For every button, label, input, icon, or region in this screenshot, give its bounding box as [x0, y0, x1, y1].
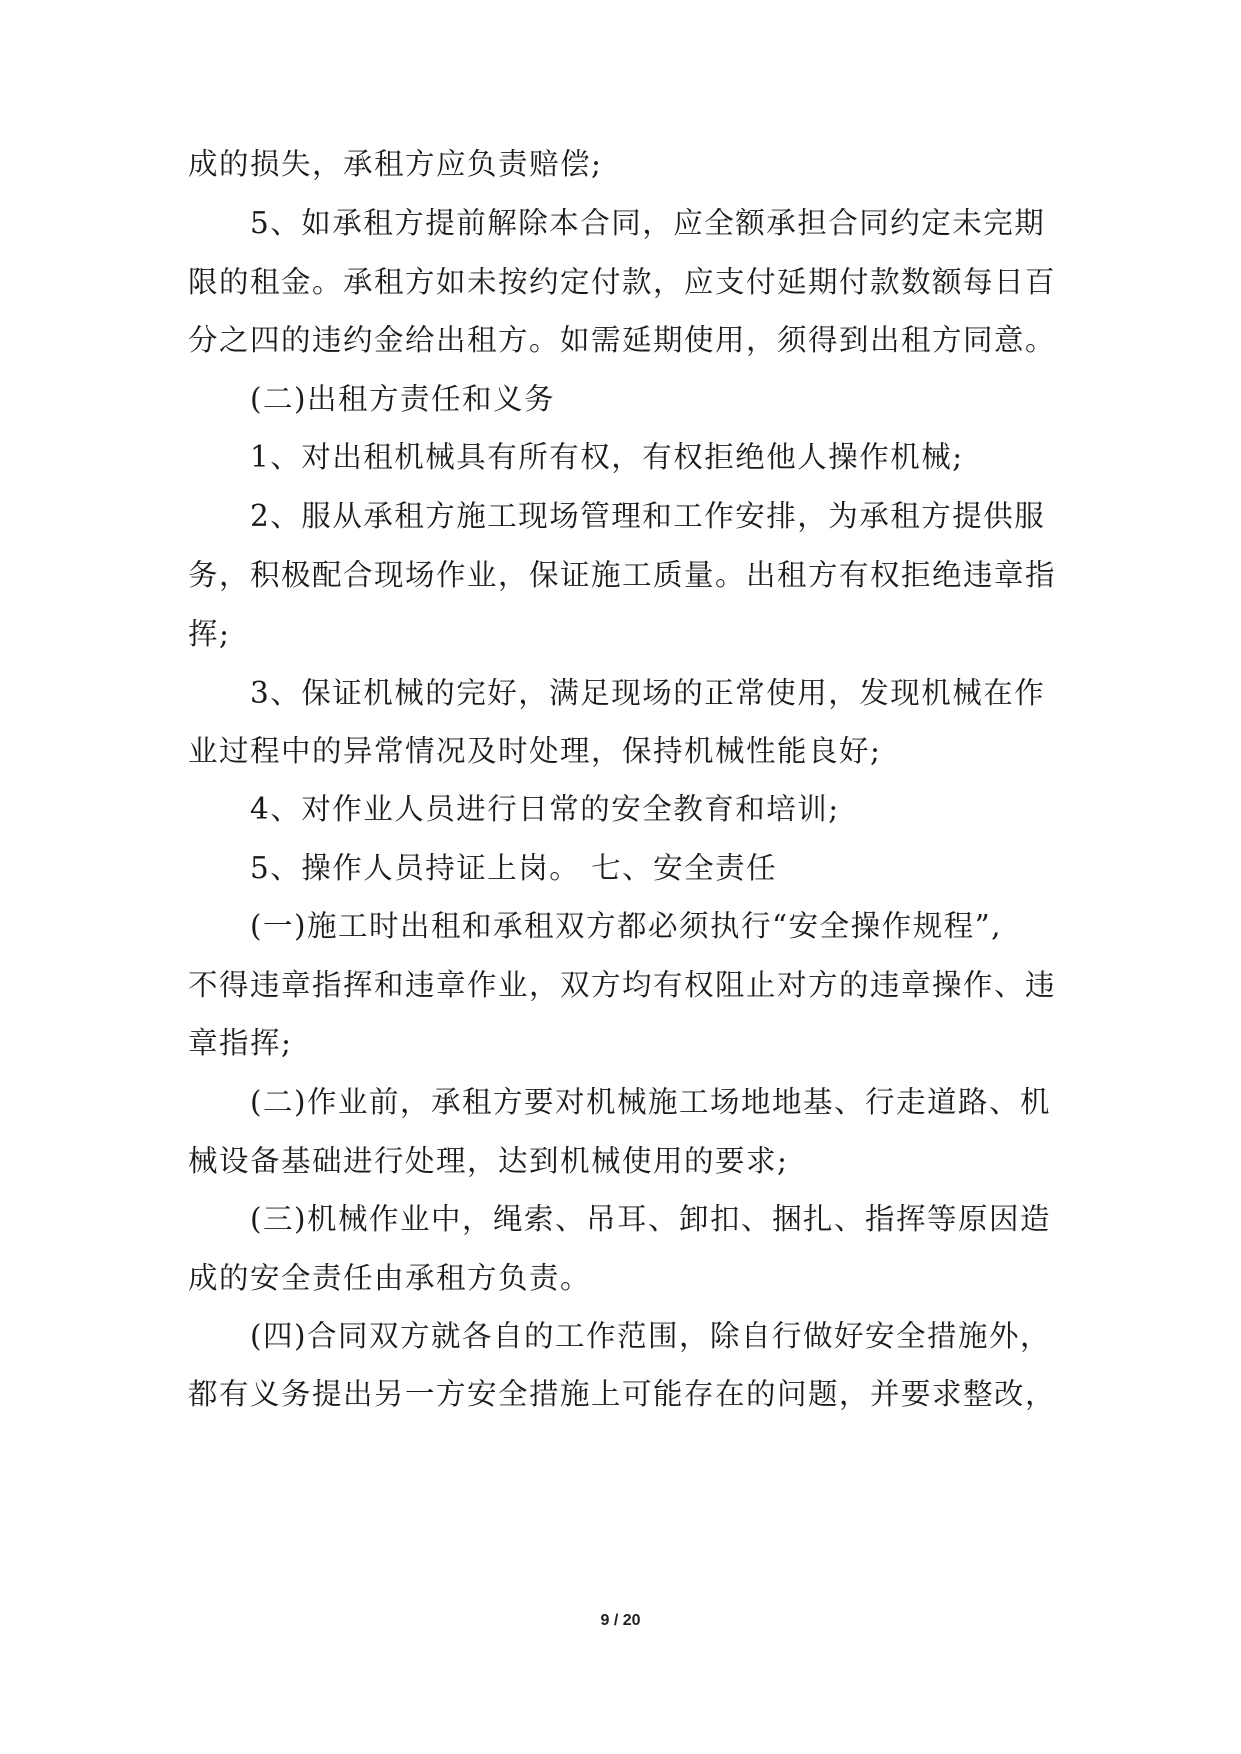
text-line: 1、对出租机械具有所有权，有权拒绝他人操作机械; [250, 440, 964, 474]
text-line: 务，积极配合现场作业，保证施工质量。出租方有权拒绝违章指 [188, 558, 1057, 592]
text-line: 都有义务提出另一方安全措施上可能存在的问题，并要求整改， [188, 1377, 1057, 1411]
page-number: 9 / 20 [600, 1612, 641, 1629]
text-line: 章指挥; [188, 1026, 293, 1060]
text-line: 成的安全责任由承租方负责。 [188, 1261, 592, 1295]
text-line: 械设备基础进行处理，达到机械使用的要求; [188, 1144, 789, 1178]
text-line: 5、如承租方提前解除本合同，应全额承担合同约定未完期 [250, 206, 1046, 240]
text-line: 挥; [188, 617, 231, 651]
section-heading: (二)出租方责任和义务 [250, 382, 556, 416]
text-line: (一)施工时出租和承租双方都必须执行“安全操作规程”, [250, 909, 1003, 943]
text-line: 分之四的违约金给出租方。如需延期使用，须得到出租方同意。 [188, 323, 1057, 357]
text-line: (四)合同双方就各自的工作范围，除自行做好安全措施外， [250, 1319, 1052, 1353]
text-line: 2、服从承租方施工现场管理和工作安排，为承租方提供服 [250, 499, 1046, 533]
text-line: 5、操作人员持证上岗。 七、安全责任 [250, 851, 778, 885]
text-line: 限的租金。承租方如未按约定付款，应支付延期付款数额每日百 [188, 265, 1057, 299]
text-line: 不得违章指挥和违章作业，双方均有权阻止对方的违章操作、违 [188, 968, 1057, 1002]
text-line: 成的损失，承租方应负责赔偿; [188, 147, 603, 181]
text-line: 3、保证机械的完好，满足现场的正常使用，发现机械在作 [250, 676, 1046, 710]
text-line: 业过程中的异常情况及时处理，保持机械性能良好; [188, 734, 882, 768]
text-line: 4、对作业人员进行日常的安全教育和培训; [250, 792, 840, 826]
text-line: (二)作业前，承租方要对机械施工场地地基、行走道路、机 [250, 1085, 1052, 1119]
text-line: (三)机械作业中，绳索、吊耳、卸扣、捆扎、指挥等原因造 [250, 1202, 1052, 1236]
